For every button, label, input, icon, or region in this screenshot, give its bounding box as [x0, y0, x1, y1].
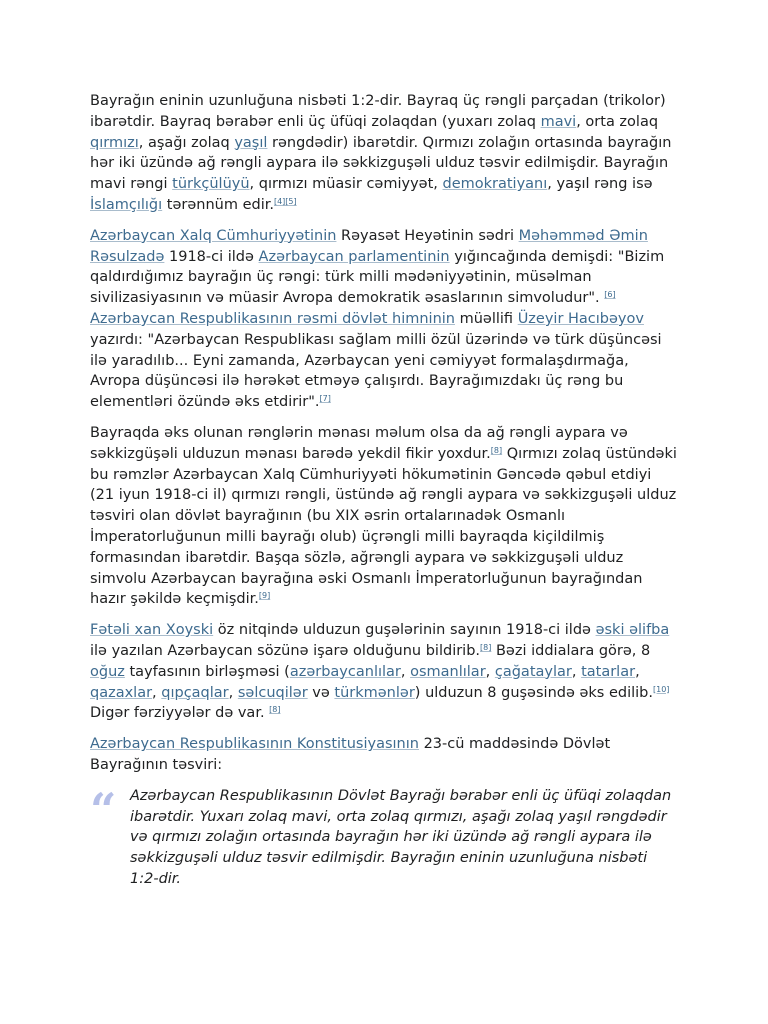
text-segment: ,: [400, 663, 411, 680]
link-tatarlar[interactable]: tatarlar: [581, 663, 636, 680]
link-yas-l[interactable]: yaşıl: [234, 134, 268, 151]
quote-text: Azərbaycan Respublikasının Dövlət Bayrağı bərabər enli üç üfüqi zolaqdan ibarətdir. Yuxarı zolaq mavi, orta zolaq qırmızı, aşağı zolaq yaşıl rəngdədir və qırmızı zolağın ortasında bayrağın hər iki üzündə ağ rəngli aypara ilə səkkizguşəli ulduz təsvir edilmişdir. Bayrağın eninin uzunluğuna nisbəti 1:2-dir.: [130, 787, 672, 887]
link-tu-rkm-nl-r[interactable]: türkmənlər: [334, 684, 415, 701]
text-segment: Bayraqda əks olunan rənglərin mənası məlum olsa da ağ rəngli aypara və səkkizgüşəli ulduzun mənası barədə yekdil fikir yoxdur.: [90, 424, 628, 462]
text-segment: Bayrağın eninin uzunluğuna nisbəti 1:2-dir. Bayraq üç rəngli parçadan (trikolor) ibarətdir. Bayraq bərabər enli üç üfüqi zolaqdan (yuxarı zolaq: [90, 93, 666, 130]
link-s-lcuqil-r[interactable]: səlcuqilər: [237, 684, 308, 701]
text-segment: Qırmızı zolaq üstündəki bu rəmzlər Azərbaycan Xalq Cümhuriyyəti hökumətinin Gəncədə qəbul etdiyi (21 iyun 1918-ci il) qırmızı rəngli, üstündə ağ rəngli aypara və səkkizguşəli ulduz təsviri olan dövlət bayrağının (bu XIX əsrin ortalarınadək Osmanlı İmperatorluğunun milli bayrağı olub) üçrəngli milli bayraqda kiçildilmiş formasından ibarətdir. Başqa sözlə, ağrəngli aypara və səkkizguşəli ulduz simvolu Azərbaycan bayrağına əski Osmanlı İmperatorluğunun bayrağından hazır şəkildə keçmişdir.: [90, 445, 677, 608]
citation-link[interactable]: [10]: [653, 684, 670, 694]
link-m-h-mm-d-min-r-sulzad[interactable]: Məhəmməd Əmin Rəsulzadə: [90, 227, 648, 265]
text-segment: , qırmızı müasir cəmiyyət,: [249, 176, 443, 193]
text-segment: ) ulduzun 8 guşəsində əks edilib.: [414, 684, 653, 701]
text-segment: 1918-ci ildə: [164, 248, 259, 265]
paragraph-flag-history: [90, 226, 680, 413]
text-segment: ilə yazılan Azərbaycan sözünə işarə olduğunu bildirib.: [90, 642, 481, 659]
text-segment: ,: [152, 684, 162, 701]
link-og-uz[interactable]: oğuz: [90, 663, 125, 680]
text-segment: yazırdı: "Azərbaycan Respublikası sağlam milli özül üzərində və türk düşüncəsi ilə yaradılıb... Eyni zamanda, Azərbaycan yeni cəmiyyət formalaşdırmağa, Avropa düşüncəsi ilə hərəkət etməyə çalışırdı. Bayrağımızdakı üç rəng bu elementləri özündə əks etdirir".: [90, 331, 662, 411]
quote-mark-icon: “: [90, 782, 117, 837]
text-segment: , aşağı zolaq: [138, 134, 235, 151]
link-q-rm-z[interactable]: qırmızı: [90, 134, 139, 151]
link-az-rbaycan-respublikas-n-n-konstitusiyas-n-n[interactable]: Azərbaycan Respublikasının Konstitusiyasının: [90, 736, 419, 753]
text-segment: , orta zolaq: [576, 113, 659, 130]
text-segment: ,: [571, 663, 582, 680]
link-demokratiyan[interactable]: demokratiyanı: [442, 176, 548, 193]
link-osmanl-lar[interactable]: osmanlılar: [410, 663, 486, 680]
text-segment: rəngdədir) ibarətdir. Qırmızı zolağın ortasında bayrağın hər iki üzündə ağ rəngli aypara ilə səkkizguşəli ulduz təsvir edilmişdir. Bayrağın mavi rəngi: [90, 134, 672, 193]
text-segment: tərənnüm edir.: [162, 196, 274, 213]
link-ski-lifba[interactable]: əski əlifba: [595, 622, 670, 639]
text-segment: tayfasının birləşməsi (: [124, 663, 290, 680]
link-f-t-li-xan-xoyski[interactable]: Fətəli xan Xoyski: [90, 622, 214, 639]
citation-link[interactable]: [9]: [258, 591, 271, 601]
link-az-rbaycan-xalq-cu-mhuriyy-tinin[interactable]: Azərbaycan Xalq Cümhuriyyətinin: [90, 227, 337, 244]
link-qazaxlar[interactable]: qazaxlar: [90, 684, 153, 701]
citation-link[interactable]: [7]: [319, 394, 331, 404]
link-az-rbaycanl-lar[interactable]: azərbaycanlılar: [289, 663, 401, 680]
text-segment: ,: [485, 663, 495, 680]
text-segment: və: [307, 684, 335, 701]
article-content: [90, 91, 680, 890]
paragraph-constitution-intro: [90, 734, 680, 776]
citation-link[interactable]: [6]: [604, 290, 616, 300]
text-segment: Rəyasət Heyətinin sədri: [336, 227, 519, 244]
paragraph-flag-description: [90, 91, 680, 216]
text-segment: Digər fərziyyələr də var.: [90, 705, 270, 722]
link-i-slamc-l-g[interactable]: İslamçılığı: [90, 196, 163, 213]
text-segment: 23-cü maddəsində Dövlət Bayrağının təsviri:: [90, 736, 611, 773]
link-az-rbaycan-respublikas-n-n-r-smi-do-vl-t-himninin[interactable]: Azərbaycan Respublikasının rəsmi dövlət himninin: [90, 310, 455, 327]
text-segment: yığıncağında demişdi: "Bizim qaldırdığımız bayrağın üç rəngi: türk milli mədəniyyətinin, müsəlman sivilizasiyasının və müasir Avropa demokratik əsaslarının simvoludur".: [90, 248, 665, 307]
text-segment: öz nitqində ulduzun guşələrinin sayının 1918-ci ildə: [213, 622, 596, 639]
link-mavi[interactable]: mavi: [540, 113, 577, 130]
link-az-rbaycan-parlamentinin[interactable]: Azərbaycan parlamentinin: [258, 248, 450, 265]
paragraph-symbol-meaning: [90, 423, 680, 610]
citation-link[interactable]: [8]: [480, 642, 492, 652]
citation-link[interactable]: [8]: [490, 445, 503, 455]
constitution-blockquote: [90, 782, 680, 890]
text-segment: Bəzi iddialara görə, 8: [491, 642, 651, 659]
link-u-zeyir-hac-b-yov[interactable]: Üzeyir Hacıbəyov: [517, 310, 644, 327]
link-q-pc-aqlar[interactable]: qıpçaqlar: [161, 684, 229, 701]
citation-link[interactable]: [4][5]: [273, 196, 297, 206]
link-c-ag-ataylar[interactable]: çağataylar: [494, 663, 572, 680]
text-segment: müəllifi: [455, 310, 518, 327]
citation-link[interactable]: [8]: [269, 705, 281, 715]
text-segment: ,: [635, 663, 640, 680]
text-segment: ,: [228, 684, 238, 701]
paragraph-star-points: [90, 620, 680, 724]
link-tu-rkc-u-lu-yu[interactable]: türkçülüyü: [172, 176, 250, 193]
text-segment: , yaşıl rəng isə: [547, 176, 653, 193]
